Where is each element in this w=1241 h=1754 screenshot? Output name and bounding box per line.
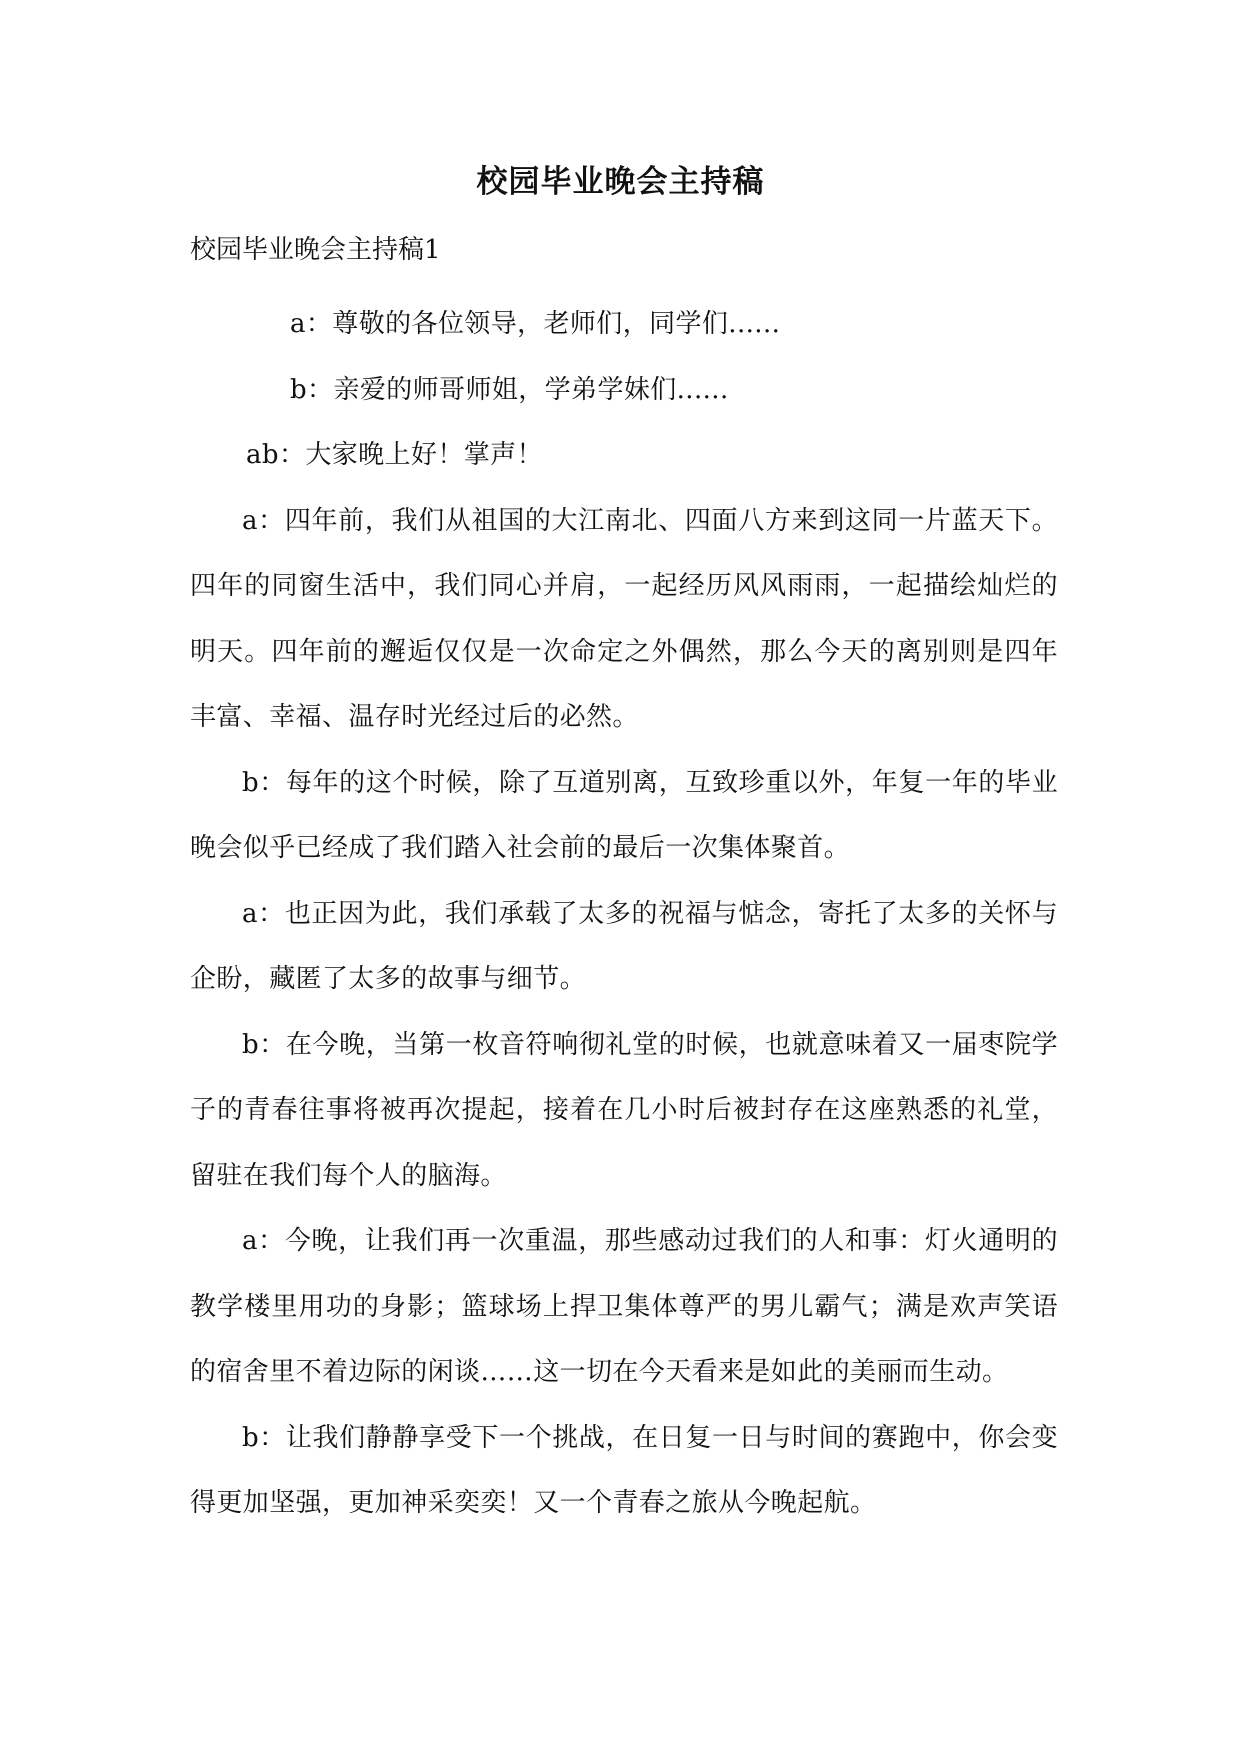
paragraph: ab：大家晚上好！掌声！ <box>246 440 543 470</box>
paragraph: a：尊敬的各位领导，老师们，同学们...... <box>290 309 781 339</box>
paragraph: b：让我们静静享受下一个挑战，在日复一日与时间的赛跑中，你会变得更加坚强，更加神采奕奕！又一个青春之旅从今晚起航。 <box>190 1422 1058 1518</box>
paragraph: b：每年的这个时候，除了互道别离，互致珍重以外，年复一年的毕业晚会似乎已经成了我们踏入社会前的最后一次集体聚首。 <box>190 767 1058 863</box>
section-heading: 校园毕业晚会主持稿1 <box>190 235 441 265</box>
paragraph: b：亲爱的师哥师姐，学弟学妹们...... <box>290 374 729 405</box>
paragraph: a：今晚，让我们再一次重温，那些感动过我们的人和事：灯火通明的教学楼里用功的身影；篮球场上捍卫集体尊严的男儿霸气；满是欢声笑语的宿舍里不着边际的闲谈……这一切在今天看来是如此的美丽而生动。 <box>190 1226 1058 1387</box>
document-body <box>190 292 1058 1537</box>
document-title: 校园毕业晚会主持稿 <box>476 164 765 200</box>
paragraph: b：在今晚，当第一枚音符响彻礼堂的时候，也就意味着又一届枣院学子的青春往事将被再次提起，接着在几小时后被封存在这座熟悉的礼堂，留驻在我们每个人的脑海。 <box>190 1029 1058 1191</box>
paragraph: a：也正因为此，我们承载了太多的祝福与惦念，寄托了太多的关怀与企盼，藏匿了太多的故事与细节。 <box>190 898 1058 994</box>
paragraph: a：四年前，我们从祖国的大江南北、四面八方来到这同一片蓝天下。四年的同窗生活中，我们同心并肩，一起经历风风雨雨，一起描绘灿烂的明天。四年前的邂逅仅仅是一次命定之外偶然，那么今天的离别则是四年丰富、幸福、温存时光经过后的必然。 <box>190 505 1058 732</box>
